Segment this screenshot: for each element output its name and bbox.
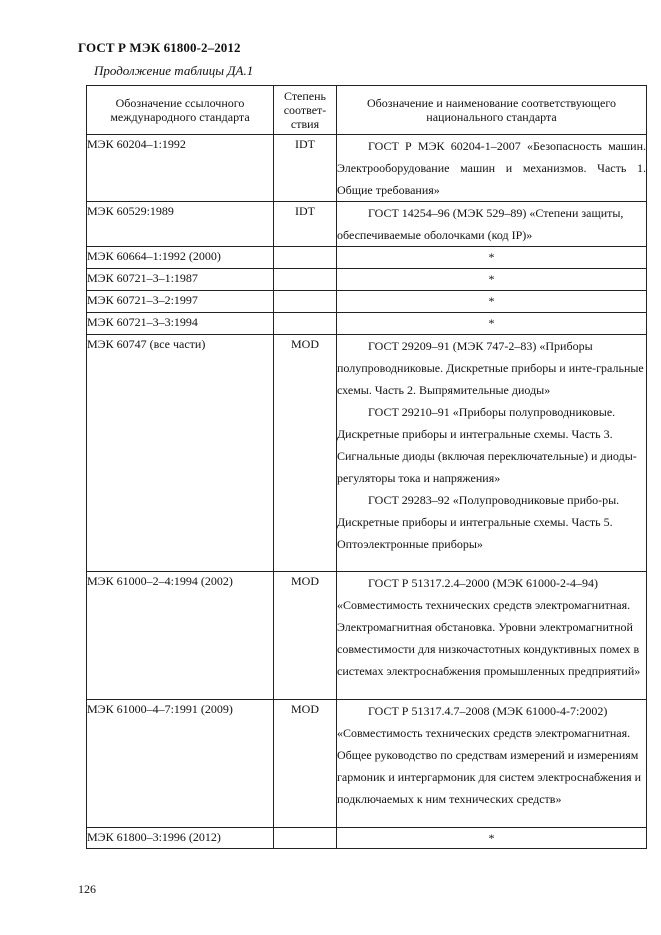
table-row xyxy=(87,135,647,202)
national-standard-cell xyxy=(337,202,647,247)
page-number: 126 xyxy=(78,882,96,896)
national-standard-absent-marker: * xyxy=(337,828,647,849)
national-standard-absent-marker: * xyxy=(337,247,647,269)
table-row xyxy=(87,313,647,335)
header-degree-of-correspondence: Степень соответ-ствия xyxy=(274,86,337,135)
national-standard-text: ГОСТ 29283–92 «Полупроводниковые прибо-ры. Дискретные приборы и интегральные схемы. Часть 5. Оптоэлектронные приборы» xyxy=(337,493,620,551)
reference-table xyxy=(86,85,647,849)
degree-cell: MOD xyxy=(274,572,337,700)
table-row xyxy=(87,291,647,313)
intl-standard-cell: МЭК 61800–3:1996 (2012) xyxy=(87,828,274,849)
header-international-standard: Обозначение ссылочного международного стандарта xyxy=(87,86,274,135)
degree-cell xyxy=(274,828,337,849)
table-row xyxy=(87,247,647,269)
national-standard-absent-marker: * xyxy=(337,269,647,291)
national-standard-text: ГОСТ Р 51317.2.4–2000 (МЭК 61000-2-4–94) «Совместимость технических средств электромагнитная. Электромагнитная обстановка. Уровни электромагнитной совместимости для низкочастотных кондуктивных помех в системах электроснабжения промышленных предприятий» xyxy=(337,576,641,678)
intl-standard-cell: МЭК 60747 (все части) xyxy=(87,335,274,572)
intl-standard-cell: МЭК 60664–1:1992 (2000) xyxy=(87,247,274,269)
intl-standard-cell: МЭК 60721–3–2:1997 xyxy=(87,291,274,313)
degree-cell xyxy=(274,247,337,269)
national-standard-absent-marker: * xyxy=(337,291,647,313)
intl-standard-cell: МЭК 61000–2–4:1994 (2002) xyxy=(87,572,274,700)
national-standard-text: ГОСТ 14254–96 (МЭК 529–89) «Степени защиты, обеспечиваемые оболочками (код IP)» xyxy=(337,206,624,242)
intl-standard-cell: МЭК 60721–3–3:1994 xyxy=(87,313,274,335)
intl-standard-cell: МЭК 60204–1:1992 xyxy=(87,135,274,202)
intl-standard-cell: МЭК 60529:1989 xyxy=(87,202,274,247)
national-standard-cell xyxy=(337,135,647,202)
table-row xyxy=(87,828,647,849)
national-standard-text: ГОСТ 29209–91 (МЭК 747-2–83) «Приборы полупроводниковые. Дискретные приборы и инте-гральные схемы. Часть 2. Выпрямительные диоды» xyxy=(337,339,644,397)
table-header-row xyxy=(87,86,647,135)
degree-cell xyxy=(274,313,337,335)
degree-cell xyxy=(274,269,337,291)
national-standard-cell xyxy=(337,572,647,700)
table-row xyxy=(87,269,647,291)
intl-standard-cell: МЭК 61000–4–7:1991 (2009) xyxy=(87,700,274,828)
table-row xyxy=(87,572,647,700)
national-standard-absent-marker: * xyxy=(337,313,647,335)
national-standard-cell xyxy=(337,335,647,572)
degree-cell: MOD xyxy=(274,335,337,572)
national-standard-cell xyxy=(337,700,647,828)
national-standard-text: ГОСТ 29210–91 «Приборы полупроводниковые. Дискретные приборы и интегральные схемы. Часть 3. Сигнальные диоды (включая переключательные) и диоды-регуляторы тока и напряжения» xyxy=(337,405,637,485)
table-row xyxy=(87,202,647,247)
degree-cell xyxy=(274,291,337,313)
table-row xyxy=(87,335,647,572)
national-standard-text: ГОСТ Р МЭК 60204-1–2007 «Безопасность машин. Электрооборудование машин и механизмов. Часть 1. Общие требования» xyxy=(337,139,646,197)
header-national-standard: Обозначение и наименование соответствующего национального стандарта xyxy=(337,86,647,135)
table-row xyxy=(87,700,647,828)
intl-standard-cell: МЭК 60721–3–1:1987 xyxy=(87,269,274,291)
degree-cell: IDT xyxy=(274,202,337,247)
degree-cell: IDT xyxy=(274,135,337,202)
national-standard-text: ГОСТ Р 51317.4.7–2008 (МЭК 61000-4-7:2002) «Совместимость технических средств электромагнитная. Общее руководство по средствам измерений и измерениям гармоник и интергармоник для систем электроснабжения и подключаемых к ним технических средств» xyxy=(337,704,642,806)
table-caption: Продолжение таблицы ДА.1 xyxy=(94,63,254,78)
degree-cell: MOD xyxy=(274,700,337,828)
document-header: ГОСТ Р МЭК 61800-2–2012 xyxy=(78,40,241,55)
